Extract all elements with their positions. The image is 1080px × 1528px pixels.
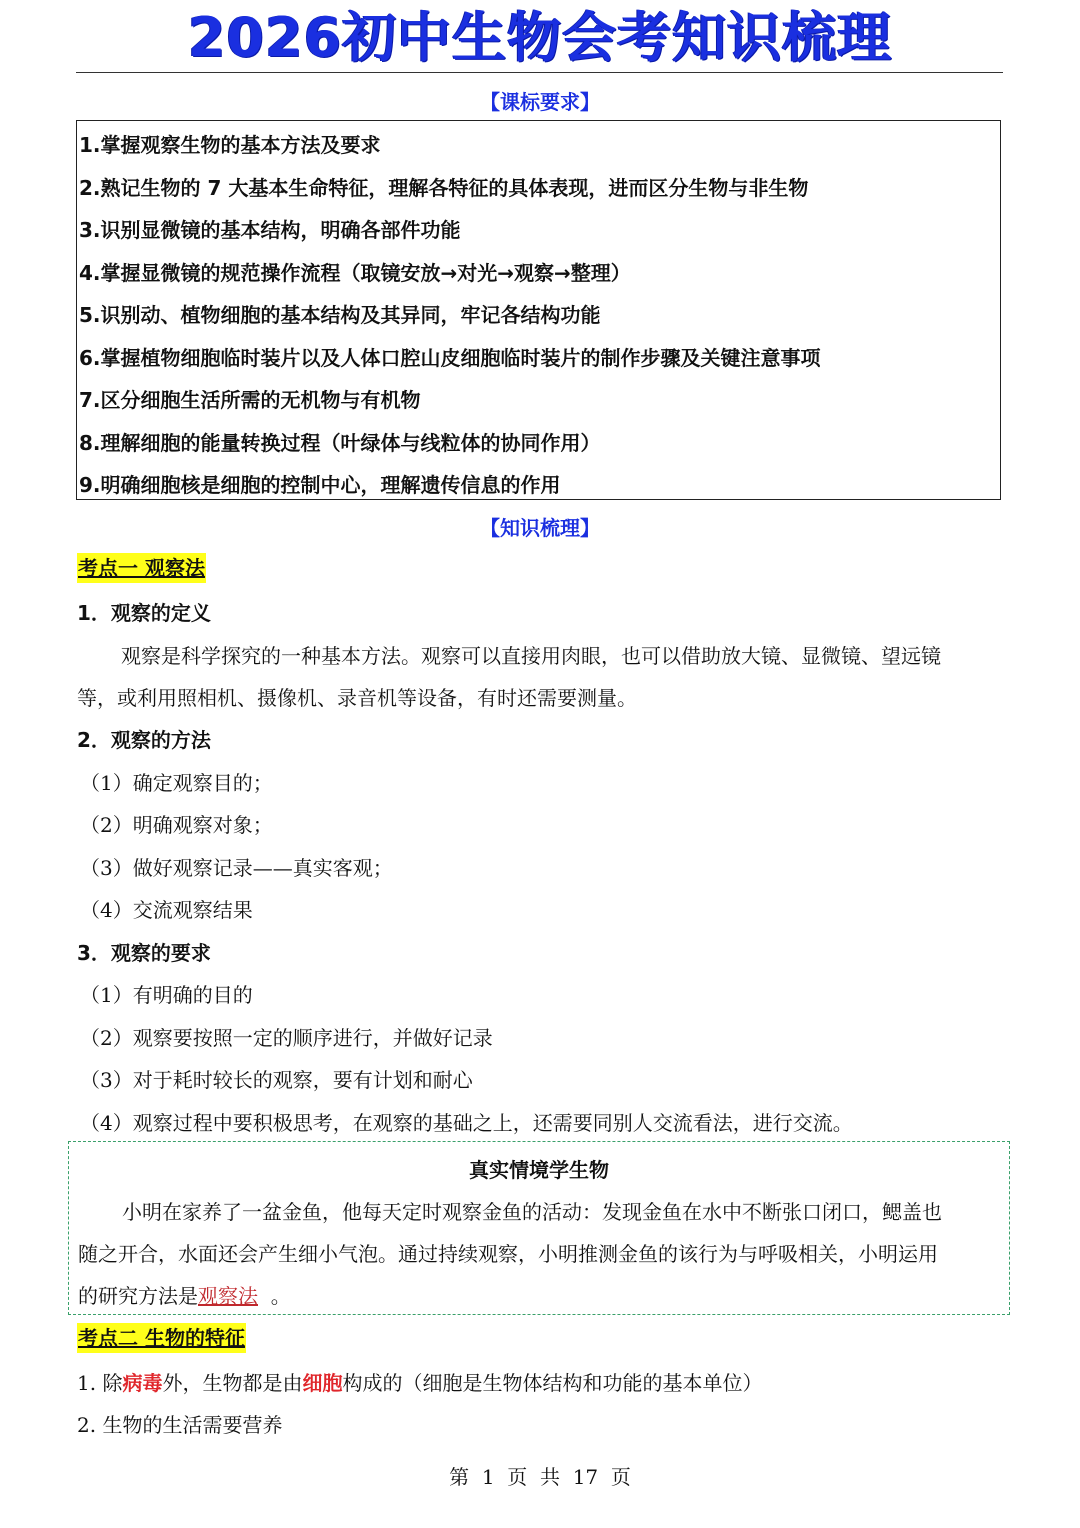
list-item: （1）有明确的目的 [80, 983, 253, 1007]
requirement-item: 8.理解细胞的能量转换过程（叶绿体与线粒体的协同作用） [79, 431, 601, 455]
list-item: （1）确定观察目的； [80, 771, 273, 795]
point2-heading: 考点二 生物的特征 [77, 1323, 246, 1353]
feature-text: 外，生物都是由 [162, 1371, 303, 1395]
requirement-item: 1.掌握观察生物的基本方法及要求 [79, 133, 381, 157]
case-line: 随之开合，水面还会产生细小气泡。通过持续观察，小明推测金鱼的该行为与呼吸相关，小明运用 [78, 1242, 938, 1266]
feature-text: 构成的（细胞是生物体结构和功能的基本单位） [342, 1371, 763, 1395]
list-item: （2）明确观察对象； [80, 813, 273, 837]
section-title: 1．观察的定义 [77, 601, 211, 625]
case-line [78, 1280, 291, 1309]
case-answer: 观察法 [198, 1284, 258, 1308]
case-box [68, 1141, 1010, 1315]
requirement-item: 3.识别显微镜的基本结构，明确各部件功能 [79, 218, 461, 242]
curriculum-requirements-tag: 【课标要求】 [480, 90, 600, 114]
case-title: 真实情境学生物 [469, 1158, 609, 1182]
keyword-virus: 病毒 [122, 1371, 163, 1395]
list-item: （4）交流观察结果 [80, 898, 253, 922]
section-title: 2．观察的方法 [77, 728, 211, 752]
case-line-suffix: 。 [258, 1284, 291, 1308]
requirements-box [76, 120, 1001, 500]
requirement-item: 6.掌握植物细胞临时装片以及人体口腔山皮细胞临时装片的制作步骤及关键注意事项 [79, 346, 821, 370]
requirement-item: 4.掌握显微镜的规范操作流程（取镜安放→对光→观察→整理） [79, 261, 631, 285]
paragraph-line: 等，或利用照相机、摄像机、录音机等设备，有时还需要测量。 [77, 686, 637, 710]
case-line-prefix: 的研究方法是 [78, 1284, 198, 1308]
requirement-item: 9.明确细胞核是细胞的控制中心，理解遗传信息的作用 [79, 473, 561, 497]
feature-item [77, 1367, 762, 1396]
requirement-item: 2.熟记生物的 7 大基本生命特征，理解各特征的具体表现，进而区分生物与非生物 [79, 176, 809, 200]
keyword-cell: 细胞 [302, 1371, 343, 1395]
feature-item: 2. 生物的生活需要营养 [77, 1413, 283, 1437]
list-item: （3）做好观察记录——真实客观； [80, 856, 393, 880]
list-item: （2）观察要按照一定的顺序进行，并做好记录 [80, 1026, 493, 1050]
case-line: 小明在家养了一盆金鱼，他每天定时观察金鱼的活动：发现金鱼在水中不断张口闭口，鳃盖也 [122, 1200, 942, 1224]
knowledge-tag: 【知识梳理】 [480, 516, 600, 540]
list-item: （4）观察过程中要积极思考，在观察的基础之上，还需要同别人交流看法，进行交流。 [80, 1111, 853, 1135]
requirement-item: 7.区分细胞生活所需的无机物与有机物 [79, 388, 421, 412]
title-divider [76, 72, 1003, 73]
requirement-item: 5.识别动、植物细胞的基本结构及其异同，牢记各结构功能 [79, 303, 601, 327]
list-item: （3）对于耗时较长的观察，要有计划和耐心 [80, 1068, 473, 1092]
document-title: 2026初中生物会考知识梳理 [187, 6, 893, 69]
paragraph-line: 观察是科学探究的一种基本方法。观察可以直接用肉眼，也可以借助放大镜、显微镜、望远镜 [121, 644, 941, 668]
page-footer: 第 1 页 共 17 页 [449, 1465, 631, 1489]
feature-text: 1. 除 [77, 1371, 123, 1395]
point1-heading: 考点一 观察法 [77, 553, 206, 583]
section-title: 3．观察的要求 [77, 941, 211, 965]
